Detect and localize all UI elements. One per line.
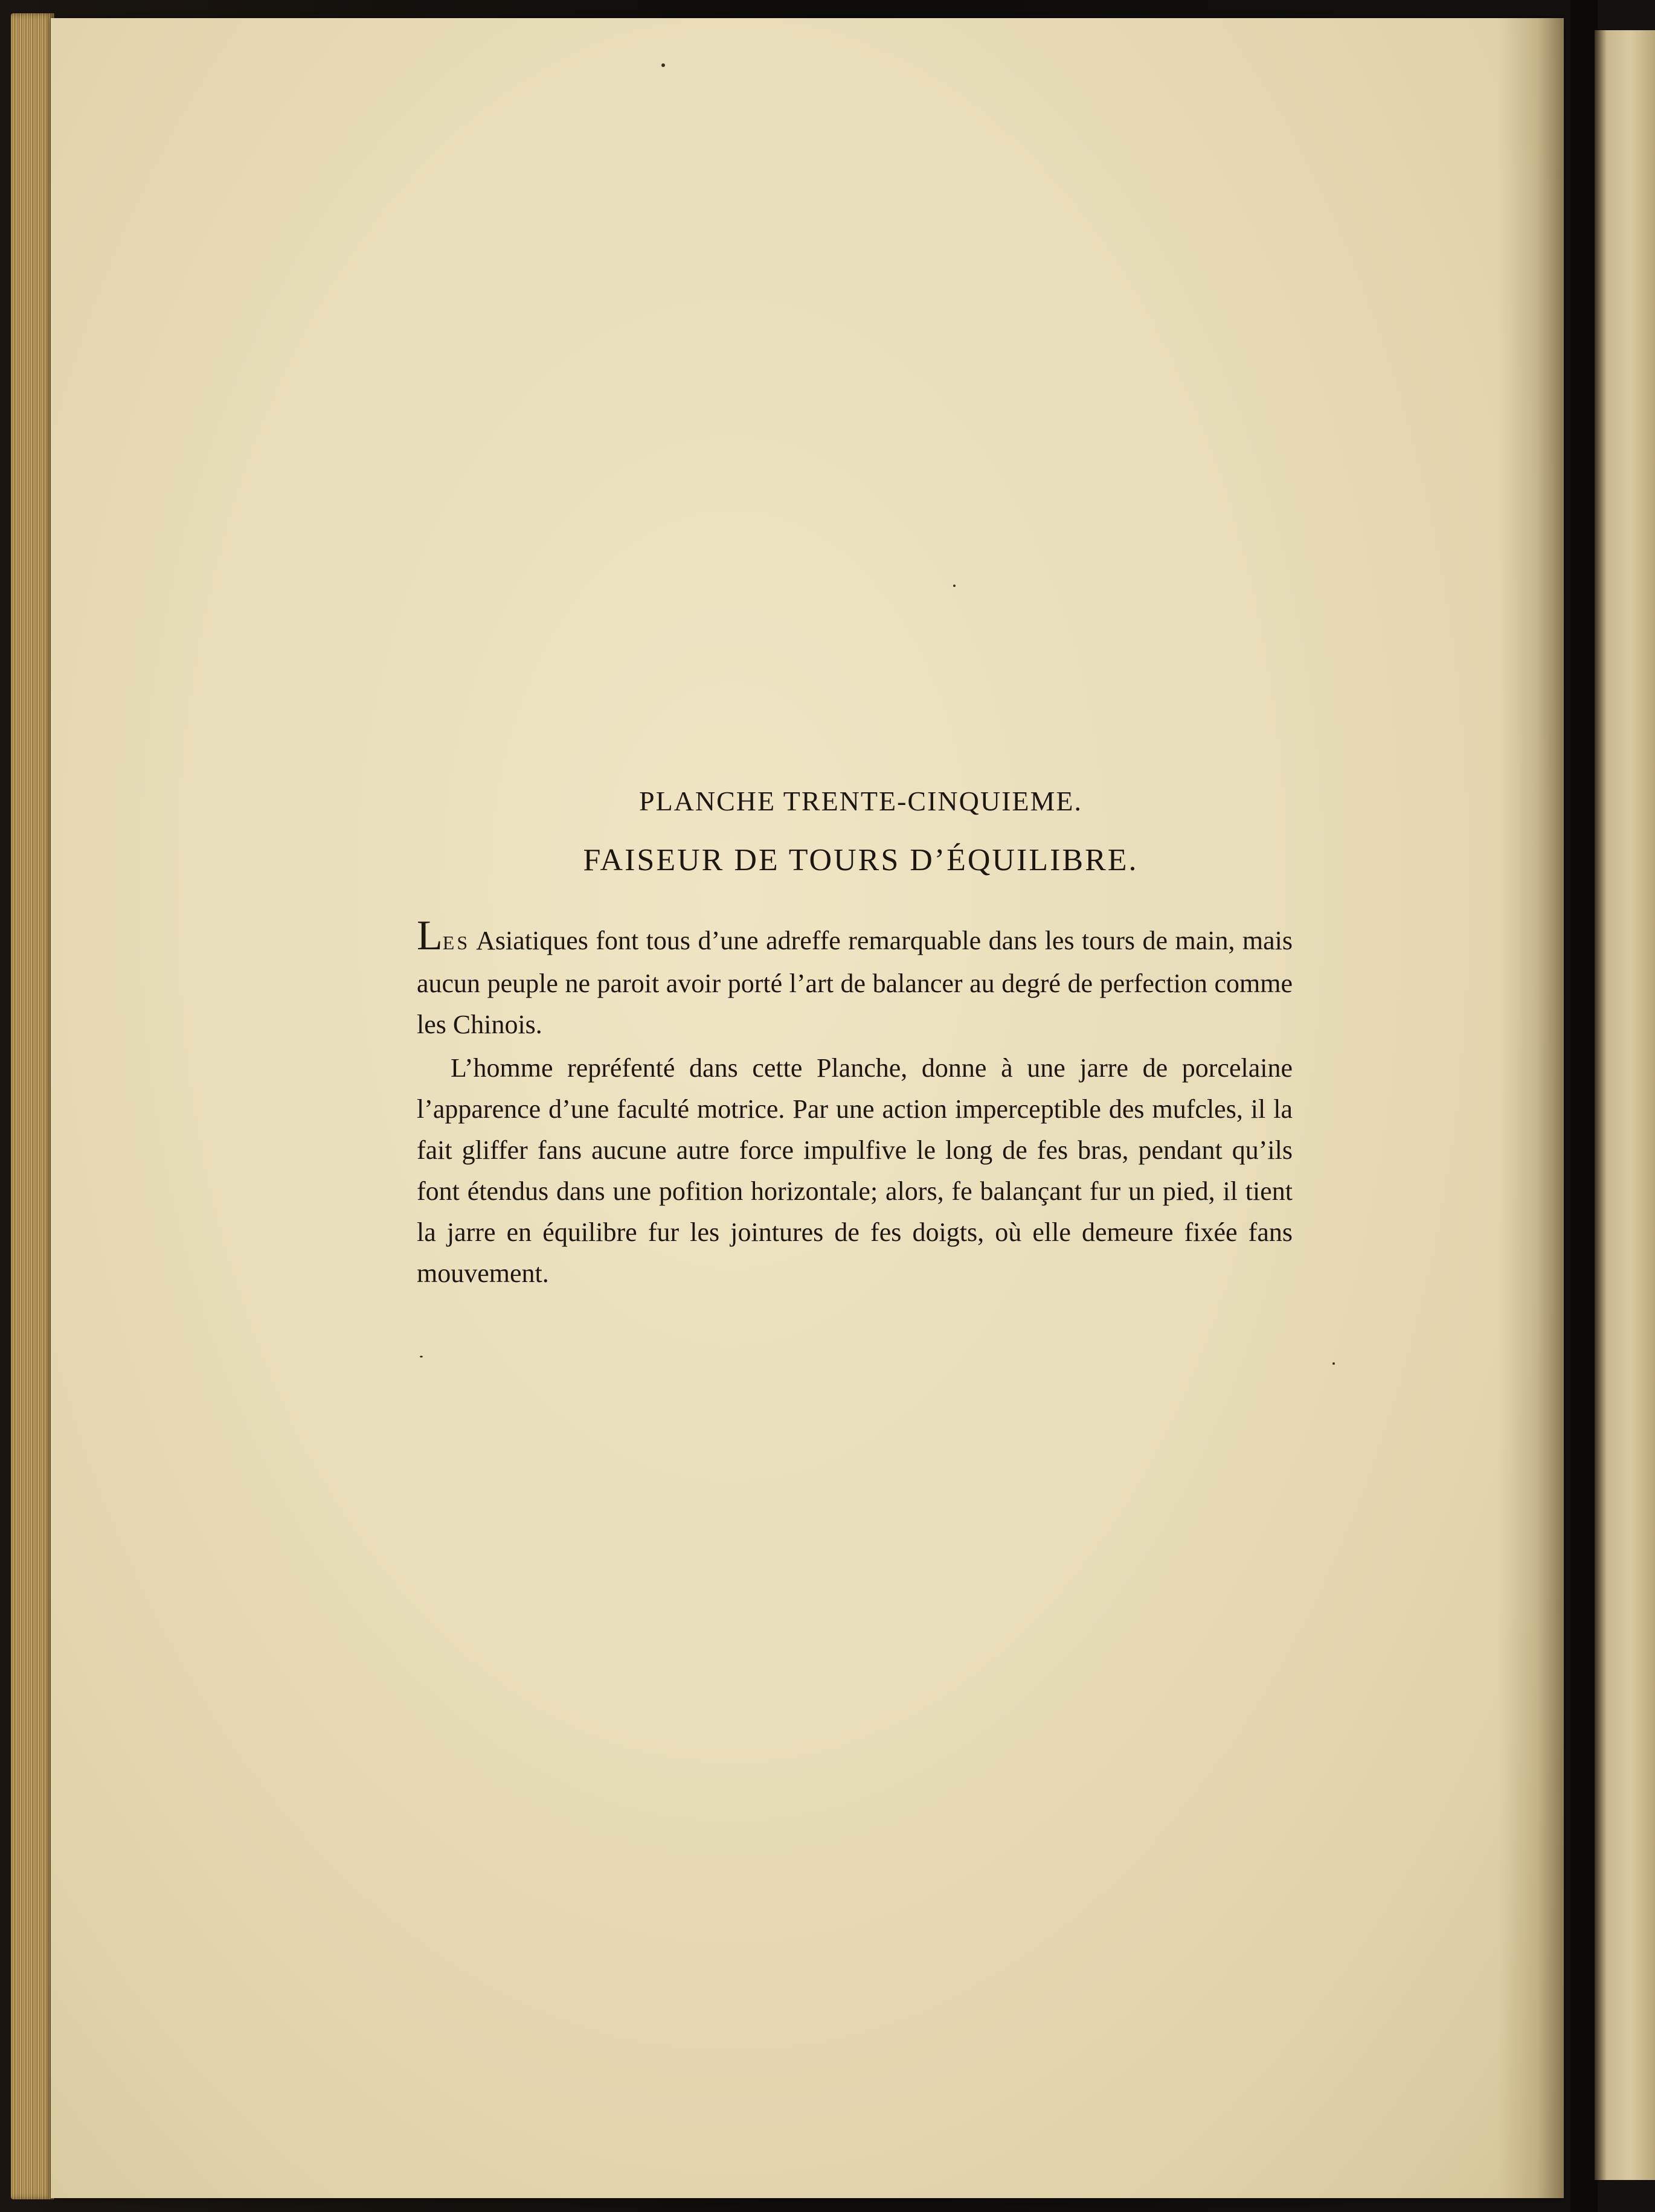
book-page-edges xyxy=(11,13,54,2199)
page-gutter-shadow xyxy=(1498,18,1564,2198)
paragraph-intro-text: Asiatiques font tous d’une adreffe remarquable dans les tours de main, mais aucun peuple ne paroit avoir porté l’art de balancer au degré de perfection comme les Chinois. xyxy=(417,926,1293,1039)
small-caps: ES xyxy=(442,932,471,954)
facing-page-edge xyxy=(1595,30,1655,2180)
paragraph-intro xyxy=(417,912,1293,1045)
plate-number: PLANCHE TRENTE-CINQUIEME. xyxy=(639,786,1082,816)
drop-cap: L xyxy=(417,912,443,959)
paragraph-description: L’homme repréfenté dans cette Planche, donne à une jarre de porcelaine l’apparence d’une faculté motrice. Par une action imperceptible des mufcles, il la fait gliffer fans aucune autre force impulfive le long de fes bras, pendant qu’ils font étendus dans une pofition horizontale; alors, fe balançant fur un pied, il tient la jarre en équilibre fur les jointures de fes doigts, où elle demeure fixée fans mouvement. xyxy=(417,1053,1293,1288)
binding-gap xyxy=(1570,0,1598,2212)
paper-speck xyxy=(661,63,665,67)
plate-title: FAISEUR DE TOURS D’ÉQUILIBRE. xyxy=(583,843,1139,877)
paper-speck xyxy=(953,585,956,587)
paper-speck xyxy=(1332,1362,1335,1365)
paper-speck xyxy=(420,1356,423,1358)
text-block xyxy=(417,785,1293,1294)
